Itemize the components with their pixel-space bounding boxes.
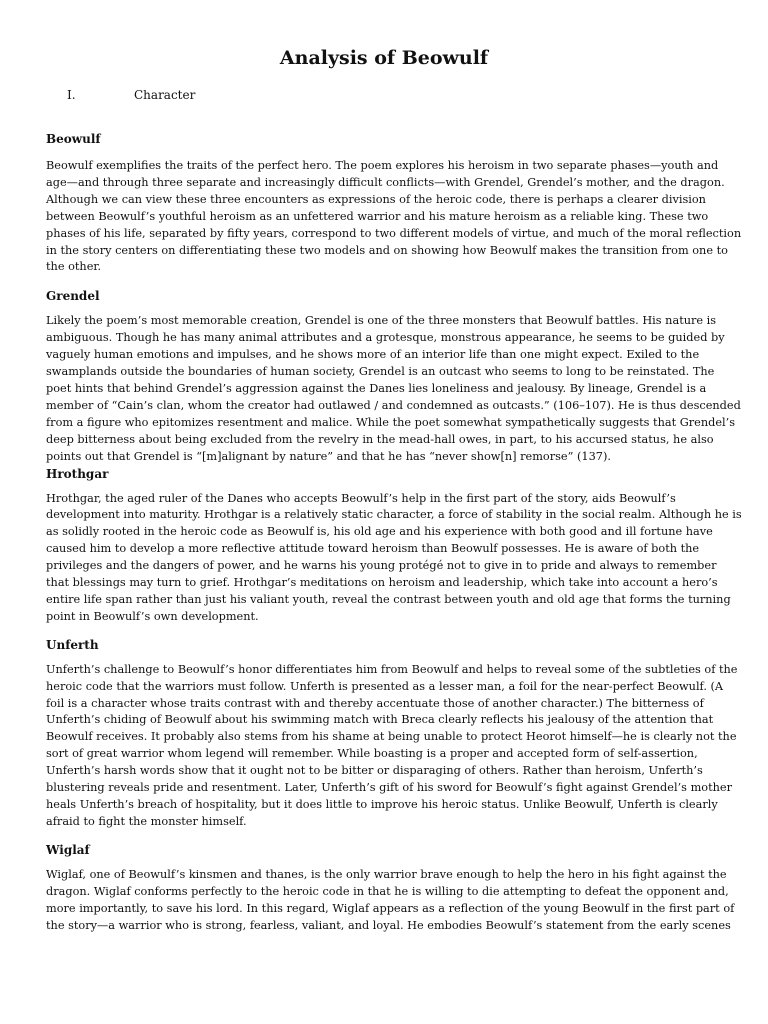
text-line: swamplands outside the boundaries of human society, Grendel is an outcast who seems to long to be reinstated. The xyxy=(46,365,715,379)
section-heading-hrothgar: Hrothgar xyxy=(46,466,109,481)
text-line: phases of his life, separated by fifty years, correspond to two different models of virtue, and much of the moral reflection xyxy=(46,226,742,240)
section-heading-unferth: Unferth xyxy=(46,637,99,652)
text-line: poet hints that behind Grendel’s aggression against the Danes lies loneliness and jealousy. By lineage, Grendel is a xyxy=(46,381,707,395)
text-line: that blessings may turn to grief. Hrothgar’s meditations on heroism and leadership, which take into account a hero’s xyxy=(46,576,718,590)
text-line: development into maturity. Hrothgar is a relatively static character, a force of stability in the social realm. Although he is xyxy=(46,508,742,522)
section-body-unferth xyxy=(46,662,738,831)
text-line: deep bitterness about being excluded from the revelry in the mead-hall owes, in part, to his accursed status, he also xyxy=(46,432,714,446)
text-line: member of “Cain’s clan, whom the creator had outlawed / and condemned as outcasts.” (106–107). He is thus descended xyxy=(46,398,741,412)
text-line: privileges and the dangers of power, and he warns his young protégé not to give in to pride and always to remember xyxy=(46,559,717,573)
text-line: heals Unferth’s breach of hospitality, but it does little to improve his heroic status. Unlike Beowulf, Unferth is clearly xyxy=(46,798,718,811)
text-line: from a figure who epitomizes resentment and malice. While the poet somewhat sympathetically suggests that Grendel’s xyxy=(46,415,736,429)
text-line: heroic code that the warriors must follow. Unferth is presented as a lesser man, a foil for the near-perfect Beowulf. (A xyxy=(46,679,724,693)
outline-item xyxy=(46,86,722,104)
text-line: vaguely human emotions and impulses, and he shows more of an interior life than one might expect. Exiled to the xyxy=(46,348,700,362)
text-line: Unferth’s harsh words show that it ought not to be bitter or disparaging of others. Rather than heroism, Unferth’s xyxy=(46,764,703,778)
text-line: Although we can view these three encounters as expressions of the heroic code, there is perhaps a clearer division xyxy=(46,192,706,206)
text-line: foil is a character whose traits contrast with and thereby accentuate those of another character.) The bitterness of xyxy=(46,696,704,710)
section-body-hrothgar xyxy=(46,491,742,626)
section-body-beowulf xyxy=(46,158,742,276)
section-heading-wiglaf: Wiglaf xyxy=(46,842,90,857)
outline-number: I. xyxy=(67,88,76,102)
text-line: afraid to fight the monster himself. xyxy=(46,814,247,828)
section-body-grendel xyxy=(46,313,741,465)
section-heading-beowulf: Beowulf xyxy=(46,132,101,146)
outline-label: Character xyxy=(134,88,196,102)
text-line: Hrothgar, the aged ruler of the Danes who accepts Beowulf’s help in the first part of the story, aids Beowulf’s xyxy=(46,491,676,505)
text-line: Beowulf exemplifies the traits of the perfect hero. The poem explores his heroism in two separate phases—youth and xyxy=(46,159,719,172)
document-title: Analysis of Beowulf xyxy=(279,47,489,69)
text-line: the other. xyxy=(46,260,102,274)
text-line: point in Beowulf’s own development. xyxy=(46,609,259,623)
text-line: sort of great warrior whom legend will remember. While boasting is a proper and accepted form of self-assertion, xyxy=(46,747,698,761)
section-body-wiglaf xyxy=(46,867,735,935)
text-line: more importantly, to save his lord. In this regard, Wiglaf appears as a reflection of the young Beowulf in the first part of xyxy=(46,901,735,915)
text-line: as solidly rooted in the heroic code as Beowulf is, his old age and his experience with both good and ill fortune have xyxy=(46,525,713,539)
text-line: in the story centers on differentiating these two models and on showing how Beowulf makes the transition from one to xyxy=(46,243,728,257)
text-line: caused him to develop a more reflective attitude toward heroism than Beowulf possesses. He is aware of both the xyxy=(46,542,700,556)
text-line: ambiguous. Though he has many animal attributes and a grotesque, monstrous appearance, he seems to be guided by xyxy=(46,331,725,345)
text-line: Wiglaf, one of Beowulf’s kinsmen and thanes, is the only warrior brave enough to help the hero in his fight against the xyxy=(46,867,727,881)
text-line: blustering reveals pride and resentment. Later, Unferth’s gift of his sword for Beowulf’s fight against Grendel’s mother xyxy=(46,781,732,795)
text-line: age—and through three separate and increasingly difficult conflicts—with Grendel, Grendel’s mother, and the dragon. xyxy=(46,175,725,189)
text-line: Beowulf receives. It probably also stems from his shame at being unable to protect Heorot himself—he is clearly not the xyxy=(46,730,737,744)
section-heading-grendel: Grendel xyxy=(46,289,100,304)
text-line: Unferth’s challenge to Beowulf’s honor differentiates him from Beowulf and helps to reveal some of the subtleties of the xyxy=(46,662,738,676)
text-line: entire life span rather than just his valiant youth, reveal the contrast between youth and old age that forms the turning xyxy=(46,592,731,606)
text-line: between Beowulf’s youthful heroism as an unfettered warrior and his mature heroism as a reliable king. These two xyxy=(46,209,709,223)
text-line: Likely the poem’s most memorable creation, Grendel is one of the three monsters that Beowulf battles. His nature is xyxy=(46,314,717,328)
text-line: the story—a warrior who is strong, fearless, valiant, and loyal. He embodies Beowulf’s statement from the early scenes xyxy=(46,918,731,932)
text-line: Unferth’s chiding of Beowulf about his swimming match with Breca clearly reflects his jealousy of the attention that xyxy=(46,713,714,727)
text-line: dragon. Wiglaf conforms perfectly to the heroic code in that he is willing to die attempting to defeat the opponent and, xyxy=(46,884,729,898)
text-line: points out that Grendel is “[m]alignant by nature” and that he has “never show[n] remorse” (137). xyxy=(46,449,611,463)
